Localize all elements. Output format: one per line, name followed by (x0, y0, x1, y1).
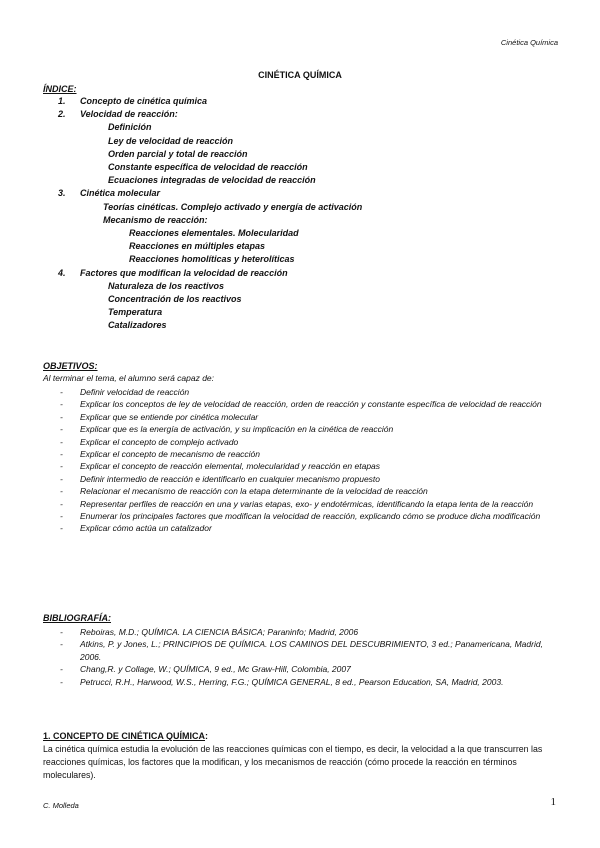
indice-item (103, 214, 208, 227)
indice-item (129, 253, 295, 266)
indice-item (103, 201, 362, 214)
objetivo-item: - Explicar el concepto de mecanismo de reacción (60, 448, 560, 460)
indice-item-text: Reacciones en múltiples etapas (129, 241, 266, 252)
bibliografia-item: - Chang,R. y Collage, W.; QUÍMICA, 9 ed., Mc Graw-Hill, Colombia, 2007 (60, 663, 560, 675)
indice-item-text: Cinética molecular (80, 188, 161, 199)
indice-item-text: Definición (108, 122, 152, 133)
section-heading-colon: : (205, 731, 209, 741)
indice-item (108, 319, 167, 332)
objetivo-item: - Representar perfiles de reacción en una y varias etapas, exo- y endotérmicas, identificando la etapa lenta de la reacción (60, 498, 560, 510)
objetivo-item: - Explicar el concepto de complejo activado (60, 436, 560, 448)
indice-item-text: Reacciones elementales. Molecularidad (129, 228, 299, 238)
bibliografia-item: - Atkins, P. y Jones, L.; PRINCIPIOS DE QUÍMICA. LOS CAMINOS DEL DESCUBRIMIENTO, 3 ed.; Panamericana, Madrid, 2006. (60, 638, 560, 663)
indice-item-text: Catalizadores (108, 320, 167, 331)
indice-item (108, 174, 316, 187)
footer-author: C. Molleda (43, 801, 79, 810)
indice-item-text: Velocidad de reacción: (80, 109, 178, 120)
indice-item (129, 227, 299, 240)
objetivo-item: - Explicar cómo actúa un catalizador (60, 522, 560, 534)
objetivo-item: - Explicar el concepto de reacción elemental, molecularidad y reacción en etapas (60, 460, 560, 472)
indice-item (129, 240, 265, 253)
indice-item-text: Concepto de cinética química (80, 96, 208, 106)
indice-item-number: 1. (58, 96, 66, 106)
objetivo-item: - Enumerar los principales factores que modifican la velocidad de reacción, explicando cómo se produce dicha modificación (60, 510, 560, 522)
indice-item (58, 95, 208, 108)
indice-item-text: Ecuaciones integradas de velocidad de reacción (108, 175, 316, 186)
indice-item (108, 280, 224, 293)
indice-item (58, 267, 288, 280)
objetivo-item: - Explicar que se entiende por cinética molecular (60, 411, 560, 423)
objetivo-item: - Explicar que es la energía de activación, y su implicación en la cinética de reacción (60, 423, 560, 435)
indice-item-number: 3. (58, 188, 66, 199)
indice-item-text: Orden parcial y total de reacción (108, 148, 248, 159)
indice-item (108, 161, 308, 174)
indice-item-text: Factores que modifican la velocidad de reacción (80, 267, 288, 278)
indice-item-number: 4. (58, 267, 66, 278)
bibliografia-heading: BIBLIOGRAFÍA: (43, 613, 111, 623)
page-title: CINÉTICA QUÍMICA (258, 70, 342, 80)
running-header: Cinética Química (500, 38, 558, 47)
indice-item (108, 306, 162, 319)
indice-item-text: Mecanismo de reacción: (103, 214, 208, 225)
bibliografia-item: - Petrucci, R.H., Harwood, W.S., Herring, F.G.; QUÍMICA GENERAL, 8 ed., Pearson Education, SA, Madrid, 2003. (60, 676, 560, 688)
objetivos-list (60, 386, 560, 535)
indice-item-text: Temperatura (108, 307, 163, 318)
page-number: 1 (550, 796, 556, 808)
objetivo-item: - Explicar los conceptos de ley de velocidad de reacción, orden de reacción y constante específica de velocidad de reacción (60, 398, 560, 410)
indice-item-text: Teorías cinéticas. Complejo activado y energía de activación (103, 201, 363, 212)
objetivo-item: - Definir intermedio de reacción e identificarlo en cualquier mecanismo propuesto (60, 473, 560, 485)
indice-heading: ÍNDICE: (43, 84, 77, 94)
section-heading (43, 731, 208, 741)
indice-item-text: Constante específica de velocidad de reacción (108, 162, 308, 172)
indice-item-text: Concentración de los reactivos (108, 294, 242, 304)
indice-item (108, 135, 233, 148)
objetivos-heading: OBJETIVOS: (43, 361, 98, 371)
objetivo-item: - Relacionar el mecanismo de reacción con la etapa determinante de la velocidad de reacción (60, 485, 560, 497)
indice-item (108, 121, 152, 134)
objetivos-intro: Al terminar el tema, el alumno será capaz de: (43, 373, 215, 383)
indice-item-number: 2. (58, 109, 66, 120)
indice-item (108, 148, 248, 161)
section-paragraph: La cinética química estudia la evolución de las reacciones químicas con el tiempo, es decir, la velocidad a la que transcurren las reacciones químicas, los factores que la modifican, y los mecanismos de reacción (cómo procede la reacción en términos moleculares). (43, 744, 543, 780)
indice-item-text: Ley de velocidad de reacción (108, 135, 234, 146)
objetivo-item: - Definir velocidad de reacción (60, 386, 560, 398)
indice-item-text: Reacciones homolíticas y heterolíticas (129, 254, 295, 265)
indice-item (58, 187, 161, 200)
bibliografia-item: - Reboiras, M.D.; QUÍMICA. LA CIENCIA BÁSICA; Paraninfo; Madrid, 2006 (60, 626, 560, 638)
indice-item-text: Naturaleza de los reactivos (108, 280, 225, 291)
indice-item (58, 108, 178, 121)
section-heading-text: 1. CONCEPTO DE CINÉTICA QUÍMICA (43, 731, 206, 741)
bibliografia-list (60, 626, 560, 688)
indice-item (108, 293, 242, 306)
